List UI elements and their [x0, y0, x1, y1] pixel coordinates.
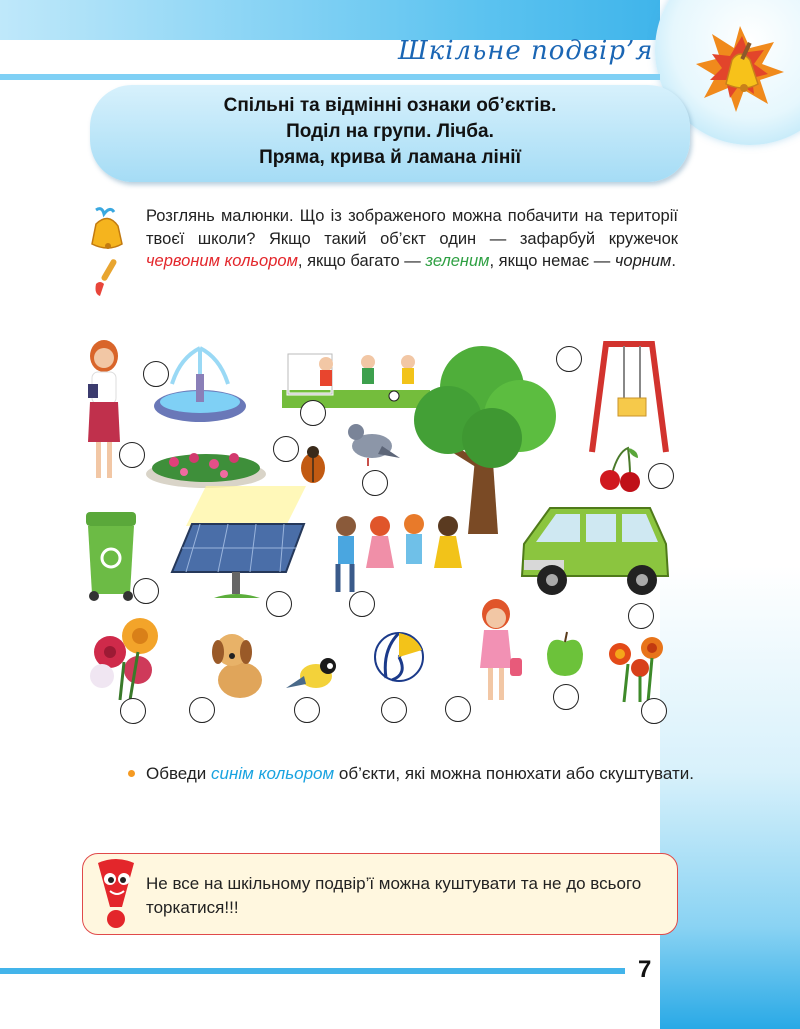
cherries-picture [598, 446, 642, 494]
flowerbed-picture [144, 444, 268, 490]
task-part1: Розглянь малюнки. Що із зображеного можна побачити на території твоєї школи? Якщо такий об’єкт один — зафарбуй кружечок [146, 207, 678, 248]
autumn-bell-icon [692, 20, 788, 116]
page-number: 7 [638, 956, 652, 983]
answer-circle[interactable] [266, 591, 292, 617]
answer-circle[interactable] [553, 684, 579, 710]
task-black-text: чорним [614, 252, 672, 270]
answer-circle[interactable] [300, 400, 326, 426]
children-football-picture [282, 346, 430, 408]
header-line [0, 74, 660, 80]
bullet-part2: об’єкти, які можна понюхати або скуштувати. [334, 764, 694, 783]
teacher-picture [78, 338, 130, 488]
footer-line [0, 968, 625, 974]
task-instructions [146, 205, 678, 273]
task-part2: , якщо багато — [297, 252, 426, 270]
paintbrush-icon [90, 256, 126, 298]
section-title: Шкільне подвір’я [398, 36, 654, 66]
exclamation-icon [92, 857, 140, 931]
warning-text: Не все на шкільному подвір’ї можна куштувати та не до всього торкатися!!! [146, 874, 642, 917]
trash-bin-picture [82, 510, 140, 602]
bird-picture [284, 654, 342, 694]
answer-circle[interactable] [628, 603, 654, 629]
lesson-title-line2: Поділ на групи. Лічба. [286, 121, 494, 142]
marigolds-picture [604, 634, 674, 704]
lesson-title-line3: Пряма, крива й ламана лінії [259, 147, 521, 168]
bell-icon [86, 206, 128, 252]
solar-panel-picture [166, 486, 316, 606]
answer-circle[interactable] [349, 591, 375, 617]
answer-circle[interactable] [381, 697, 407, 723]
answer-circle[interactable] [143, 361, 169, 387]
task-part4: . [671, 252, 676, 270]
answer-circle[interactable] [273, 436, 299, 462]
chrysanthemums-picture [80, 612, 170, 702]
children-group-picture [326, 512, 472, 596]
answer-circle[interactable] [556, 346, 582, 372]
answer-circle[interactable] [120, 698, 146, 724]
car-picture [520, 504, 672, 598]
answer-circle[interactable] [641, 698, 667, 724]
lesson-title-line1: Спільні та відмінні ознаки об’єктів. [223, 95, 557, 116]
answer-circle[interactable] [294, 697, 320, 723]
apple-picture [543, 630, 587, 680]
fountain-picture [150, 344, 250, 426]
lesson-title-box [90, 85, 690, 182]
beetle-picture [296, 442, 330, 486]
schoolgirl-picture [470, 598, 522, 708]
answer-circle[interactable] [119, 442, 145, 468]
task-red-text: червоним кольором [146, 252, 298, 270]
pigeon-picture [342, 416, 402, 468]
answer-circle[interactable] [362, 470, 388, 496]
bullet-blue-text: синім кольором [211, 764, 335, 783]
bullet-part1: Обведи [146, 764, 212, 783]
answer-circle[interactable] [648, 463, 674, 489]
task-part3: , якщо немає — [489, 252, 615, 270]
task-green-text: зеленим [425, 252, 490, 270]
swing-picture [584, 338, 674, 454]
dog-picture [206, 628, 270, 702]
volleyball-picture [372, 630, 426, 684]
answer-circle[interactable] [133, 578, 159, 604]
answer-circle[interactable] [189, 697, 215, 723]
bullet-task [128, 762, 706, 785]
answer-circle[interactable] [445, 696, 471, 722]
